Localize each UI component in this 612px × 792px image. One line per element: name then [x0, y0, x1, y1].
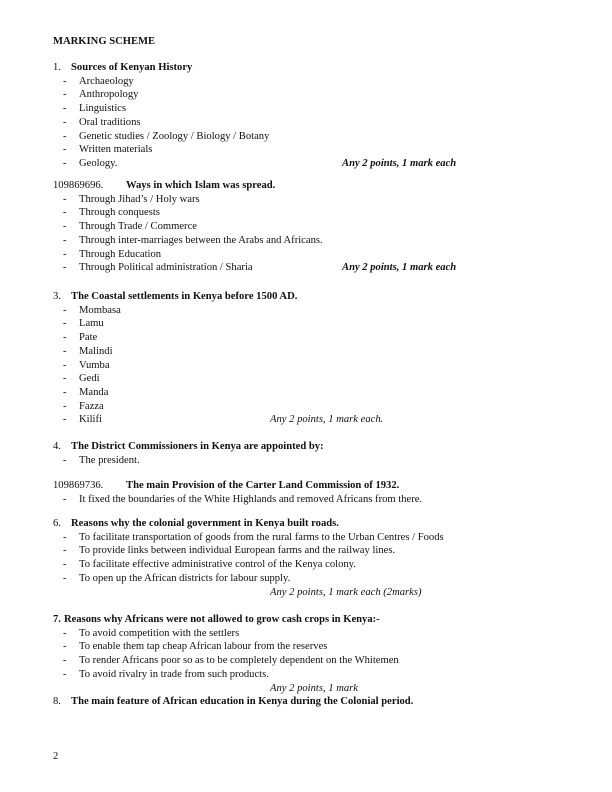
list-item-text: Mombasa [79, 304, 121, 316]
marks-note: Any 2 points, 1 mark each (2marks) [270, 586, 422, 598]
list-item-text: To facilitate transportation of goods from the rural farms to the Urban Centres / Foods [79, 531, 444, 543]
section-heading-text: Reasons why Africans were not allowed to grow cash crops in Kenya:- [63, 614, 380, 625]
bullet-dash: - [63, 144, 67, 156]
bullet-dash: - [63, 454, 67, 466]
document-title: MARKING SCHEME [53, 36, 156, 47]
section-heading-text: The main Provision of the Carter Land Commission of 1932. [126, 480, 400, 491]
list-item [53, 640, 592, 654]
bullet-dash: - [63, 248, 67, 260]
bullet-dash: - [63, 493, 67, 505]
list-item [53, 331, 592, 345]
section-number: 7. [53, 614, 61, 625]
bullet-dash: - [63, 627, 67, 639]
page-number: 2 [53, 751, 59, 762]
list-item [53, 558, 592, 572]
list-item-text: Malindi [79, 345, 113, 357]
section-heading [53, 517, 592, 531]
list-item [53, 668, 592, 682]
list-item [53, 75, 592, 89]
section-5 [53, 479, 592, 506]
list-item [53, 317, 592, 331]
section-heading [53, 479, 592, 493]
list-item-text: Linguistics [79, 103, 127, 115]
bullet-dash: - [63, 345, 67, 357]
section-7 [53, 613, 592, 695]
list-item-text: Written materials [79, 144, 153, 156]
bullet-dash: - [63, 103, 67, 115]
list-item-text: Through Trade / Commerce [79, 221, 197, 233]
bullet-dash: - [63, 386, 67, 398]
section-2 [53, 179, 592, 275]
section-heading-text: The District Commissioners in Kenya are appointed by: [71, 441, 324, 452]
section-heading-text: Ways in which Islam was spread. [126, 180, 276, 191]
bullet-dash: - [63, 130, 67, 142]
list-item-text: Through Education [79, 248, 162, 260]
section-heading [53, 440, 592, 454]
list-item-text: To provide links between individual European farms and the railway lines. [79, 545, 396, 557]
bullet-dash: - [63, 559, 67, 571]
marks-note: Any 2 points, 1 mark each [342, 157, 457, 169]
section-6 [53, 517, 592, 599]
list-item-text: Archaeology [79, 75, 134, 87]
list-item [53, 454, 592, 468]
list-item-text: The president. [79, 454, 140, 466]
list-item-text: To facilitate effective administrative control of the Kenya colony. [79, 559, 356, 571]
bullet-dash: - [63, 655, 67, 667]
list-item [53, 248, 592, 262]
list-item-text: Lamu [79, 318, 104, 330]
list-item [53, 572, 592, 586]
bullet-dash: - [63, 400, 67, 412]
bullet-dash: - [63, 234, 67, 246]
list-item [53, 261, 592, 275]
list-item [53, 234, 592, 248]
bullet-dash: - [63, 668, 67, 680]
bullet-dash: - [63, 572, 67, 584]
list-item [53, 627, 592, 641]
list-item [53, 220, 592, 234]
bullet-dash: - [63, 373, 67, 385]
list-item-text: Oral traditions [79, 116, 141, 128]
list-item [53, 413, 592, 427]
bullet-dash: - [63, 304, 67, 316]
list-item-text: It fixed the boundaries of the White Highlands and removed Africans from there. [79, 493, 423, 505]
list-item [53, 345, 592, 359]
list-item-text: Manda [79, 386, 109, 398]
bullet-dash: - [63, 641, 67, 653]
section-heading [53, 695, 592, 709]
list-item [53, 206, 592, 220]
section-8 [53, 695, 592, 709]
list-item-text: Genetic studies / Zoology / Biology / Botany [79, 130, 270, 142]
bullet-dash: - [63, 262, 67, 274]
list-item [53, 116, 592, 130]
list-item [53, 400, 592, 414]
bullet-dash: - [63, 359, 67, 371]
section-heading-text: The main feature of African education in Kenya during the Colonial period. [71, 696, 414, 707]
section-heading [53, 179, 592, 193]
bullet-dash: - [63, 318, 67, 330]
list-item-text: Through Jihad’s / Holy wars [79, 193, 200, 205]
section-number: 109869696. [53, 180, 104, 191]
section-4 [53, 440, 592, 467]
bullet-dash: - [63, 116, 67, 128]
list-item-text: Pate [79, 332, 98, 344]
list-item-text: Fazza [79, 400, 104, 412]
bullet-dash: - [63, 207, 67, 219]
list-item-text: To avoid rivalry in trade from such products. [79, 668, 269, 680]
list-item [53, 130, 592, 144]
section-3 [53, 290, 592, 427]
list-item-text: Geology. [79, 157, 118, 169]
list-item-text: Through inter-marriages between the Arabs and Africans. [79, 234, 323, 246]
list-item-text: To avoid competition with the settlers [79, 627, 240, 639]
bullet-dash: - [63, 157, 67, 169]
list-item-text: To open up the African districts for labour supply. [79, 572, 291, 584]
bullet-dash: - [63, 221, 67, 233]
list-item [53, 157, 592, 171]
section-heading [53, 290, 592, 304]
list-item-text: Anthropology [79, 89, 139, 101]
section-number: 4. [53, 441, 61, 452]
list-item-text: To render Africans poor so as to be completely dependent on the Whitemen [79, 655, 399, 667]
list-item-text: Kilifi [79, 414, 102, 426]
list-item [53, 531, 592, 545]
section-heading [53, 613, 592, 627]
list-item-text: Gedi [79, 373, 100, 385]
section-number: 109869736. [53, 480, 104, 491]
section-number: 6. [53, 518, 61, 529]
bullet-dash: - [63, 75, 67, 87]
section-1 [53, 61, 592, 171]
bullet-dash: - [63, 332, 67, 344]
list-item [53, 544, 592, 558]
section-heading [53, 61, 592, 75]
marks-note: Any 2 points, 1 mark each [342, 262, 457, 274]
list-item-text: Through conquests [79, 207, 160, 219]
list-item [53, 304, 592, 318]
section-heading-text: The Coastal settlements in Kenya before 1500 AD. [71, 291, 298, 302]
list-item [53, 193, 592, 207]
bullet-dash: - [63, 531, 67, 543]
bullet-dash: - [63, 193, 67, 205]
bullet-dash: - [63, 545, 67, 557]
section-heading-text: Reasons why the colonial government in Kenya built roads. [71, 518, 339, 529]
list-item [53, 88, 592, 102]
section-heading-text: Sources of Kenyan History [71, 62, 193, 73]
list-item [53, 359, 592, 373]
bullet-dash: - [63, 414, 67, 426]
list-item [53, 372, 592, 386]
list-item [53, 654, 592, 668]
list-item [53, 386, 592, 400]
section-number: 8. [53, 696, 61, 707]
list-item-text: Vumba [79, 359, 110, 371]
list-item [53, 102, 592, 116]
list-item [53, 143, 592, 157]
section-number: 3. [53, 291, 61, 302]
section-number: 1. [53, 62, 61, 73]
list-item-text: To enable them tap cheap African labour from the reserves [79, 641, 328, 653]
marks-note: Any 2 points, 1 mark [270, 682, 358, 694]
list-item [53, 493, 592, 507]
bullet-dash: - [63, 89, 67, 101]
list-item-text: Through Political administration / Sharia [79, 262, 253, 274]
marks-note: Any 2 points, 1 mark each. [270, 414, 384, 426]
